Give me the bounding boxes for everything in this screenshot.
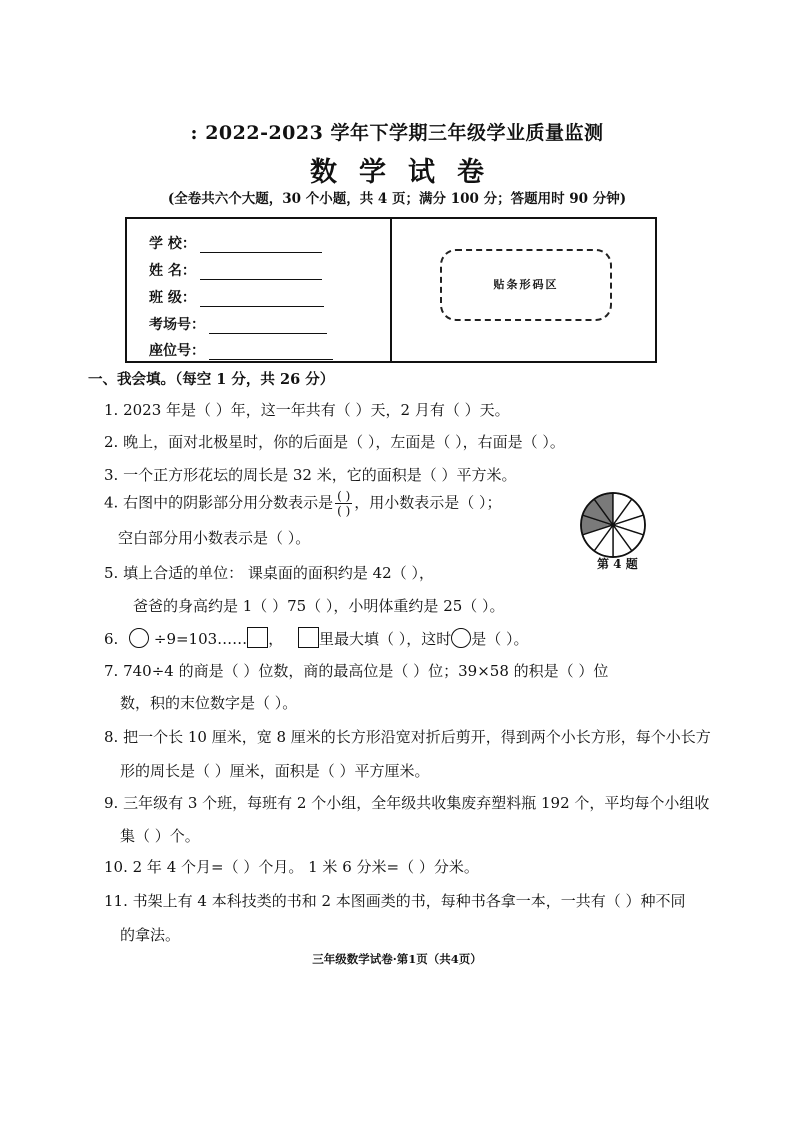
student-info-box bbox=[125, 217, 657, 363]
exam-note: (全卷共六个大题，30 个小题，共 4 页；满分 100 分；答题用时 90 分钟) bbox=[167, 191, 627, 207]
question-9: 9. 三年级有 3 个班，每班有 2 个小组，全年级共收集废弃塑料瓶 192 个，平均每个小组收 bbox=[104, 794, 710, 812]
field-label: 班 级： bbox=[149, 290, 196, 306]
name-blank[interactable] bbox=[200, 265, 322, 280]
question-7: 7. 740÷4 的商是（ ）位数，商的最高位是（ ）位；39×58 的积是（ ）位 bbox=[104, 662, 609, 680]
field-class bbox=[149, 287, 324, 307]
title-text: 2022-2023 学年下学期三年级学业质量监测 bbox=[205, 122, 604, 144]
pie-slices bbox=[581, 493, 645, 557]
fraction-answer bbox=[335, 489, 352, 518]
seat-blank[interactable] bbox=[209, 345, 333, 360]
q6-number: 6. bbox=[104, 630, 119, 648]
field-seat bbox=[149, 340, 333, 360]
question-8: 8. 把一个长 10 厘米，宽 8 厘米的长方形沿宽对折后剪开，得到两个小长方形，每个小长方 bbox=[104, 728, 711, 746]
field-school bbox=[149, 233, 322, 253]
question-11: 11. 书架上有 4 本科技类的书和 2 本图画类的书，每种书各拿一本，一共有（ ）种不同 bbox=[104, 892, 686, 910]
field-name bbox=[149, 260, 322, 280]
barcode-area bbox=[440, 249, 612, 321]
question-3: 3. 一个正方形花坛的周长是 32 米，它的面积是（ ）平方米。 bbox=[104, 466, 517, 484]
question-8-line2: 形的周长是（ ）厘米，面积是（ ）平方厘米。 bbox=[120, 762, 430, 780]
question-5-line2: 爸爸的身高约是 1（ ）75（ ），小明体重约是 25（ ）。 bbox=[133, 597, 505, 615]
square-blank[interactable] bbox=[247, 627, 268, 648]
q6-text-c: 里最大填（ ），这时 bbox=[318, 630, 452, 648]
question-1: 1. 2023 年是（ ）年，这一年共有（ ）天，2 月有（ ）天。 bbox=[104, 401, 510, 419]
pie-figure bbox=[578, 490, 648, 560]
page-footer: 三年级数学试卷·第1页（共4页） bbox=[312, 952, 482, 966]
barcode-label: 贴条形码区 bbox=[493, 278, 559, 291]
box-divider bbox=[390, 219, 392, 361]
q4-part-b: ，用小数表示是（ ）； bbox=[354, 493, 502, 512]
q4-part-a: 4. 右图中的阴影部分用分数表示是 bbox=[104, 493, 334, 512]
question-4-line2: 空白部分用小数表示是（ ）。 bbox=[118, 529, 311, 547]
exam-room-blank[interactable] bbox=[209, 319, 327, 334]
square-blank-ref bbox=[298, 627, 319, 648]
question-6 bbox=[104, 627, 529, 649]
field-label: 学 校： bbox=[149, 236, 196, 252]
question-2: 2. 晚上，面对北极星时，你的后面是（ ），左面是（ ），右面是（ ）。 bbox=[104, 433, 565, 451]
field-exam-room bbox=[149, 314, 327, 334]
q6-text-d: 是（ ）。 bbox=[471, 630, 529, 648]
question-7-line2: 数，积的末位数字是（ ）。 bbox=[120, 694, 298, 712]
field-label: 座位号： bbox=[149, 343, 205, 359]
fraction-numerator: ( ) bbox=[337, 489, 351, 503]
circle-blank[interactable] bbox=[129, 628, 149, 648]
school-blank[interactable] bbox=[200, 238, 322, 253]
figure-caption: 第 4 题 bbox=[597, 557, 638, 571]
section-1-title: 一、我会填。（每空 1 分，共 26 分） bbox=[88, 371, 335, 388]
question-11-line2: 的拿法。 bbox=[120, 926, 181, 944]
circle-blank-ref bbox=[451, 628, 471, 648]
fraction-denominator: ( ) bbox=[337, 504, 351, 518]
question-4 bbox=[104, 489, 502, 518]
subject-title: 数学试卷 bbox=[310, 157, 506, 188]
field-label: 姓 名： bbox=[149, 263, 196, 279]
field-label: 考场号： bbox=[149, 317, 205, 333]
question-9-line2: 集（ ）个。 bbox=[120, 827, 200, 845]
q6-expression: ÷9=103…… bbox=[153, 630, 248, 648]
title-mark: : bbox=[190, 122, 199, 144]
question-5: 5. 填上合适的单位： 课桌面的面积约是 42（ ）， bbox=[104, 564, 434, 582]
question-10: 10. 2 年 4 个月=（ ）个月。 1 米 6 分米=（ ）分米。 bbox=[104, 858, 479, 876]
q6-comma: ， bbox=[268, 630, 284, 648]
class-blank[interactable] bbox=[200, 292, 324, 307]
exam-title bbox=[0, 118, 794, 145]
